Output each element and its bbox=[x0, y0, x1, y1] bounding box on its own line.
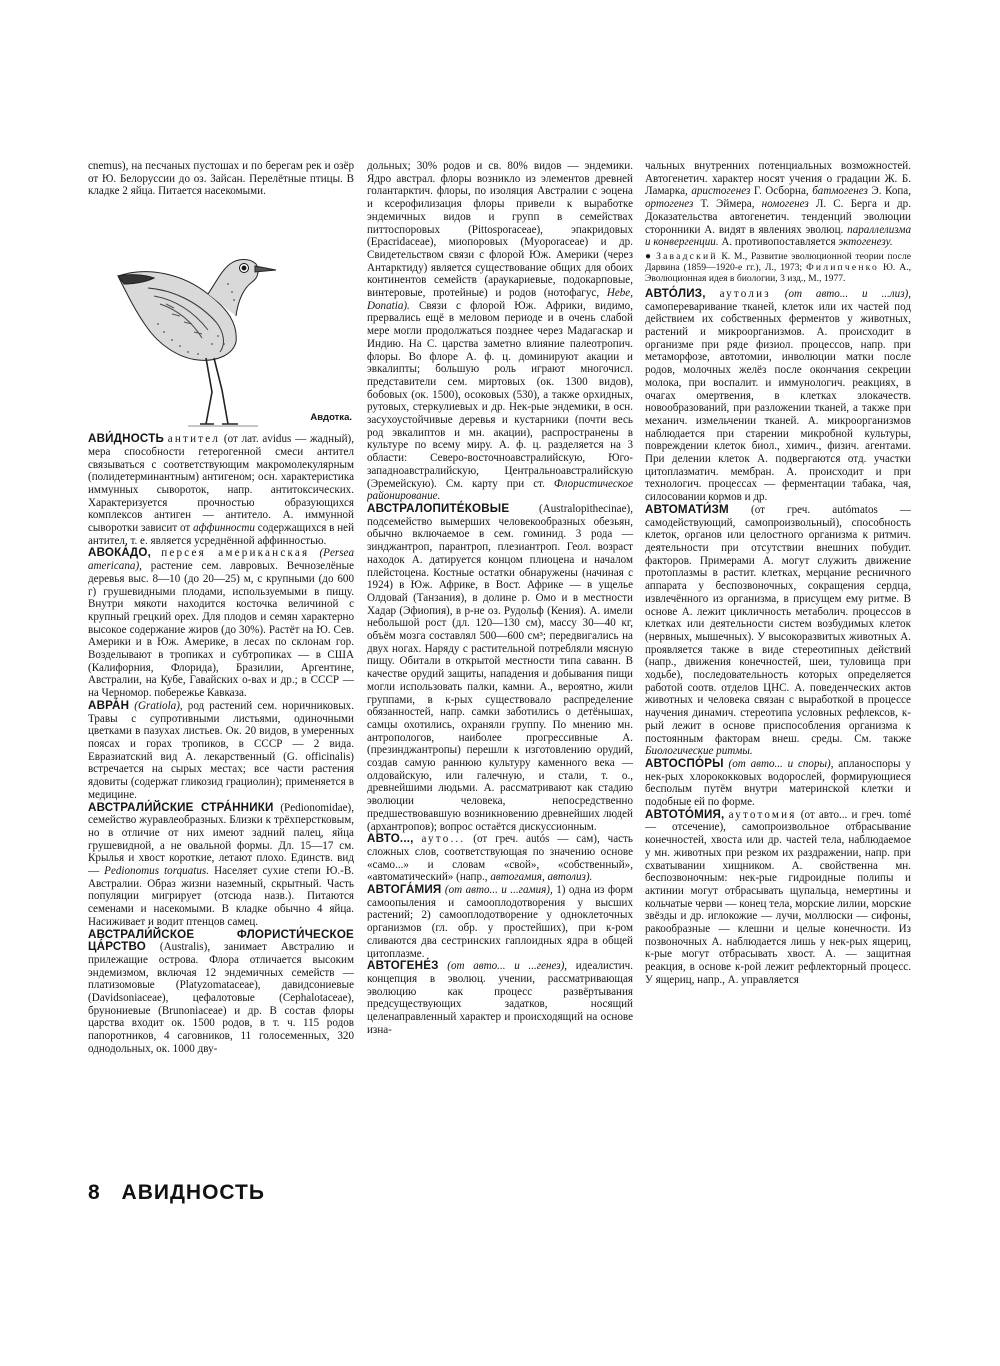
column-2 bbox=[367, 160, 633, 1265]
entry-text: 1) одна из форм самоопыления и самооплодотворения у высших растений; 2) самооплодотворение у одноклеточных организмов (гл. обр. у простейших), при к-ром сливаются два сестринских гаплоидных ядра в общей цитоплазме. bbox=[367, 884, 633, 960]
paragraph-continuation bbox=[367, 160, 633, 503]
entry-text: дольных; 30% родов и св. 80% видов — эндемики. Ядро австрал. флоры возникло из элементов древней голантарктич. флоры, по изоляция Австралии с эоцена и ксерофилизация флоры привели к выработке эндемичных видов и групп в семействах питтоспоровых (Pittosporaceae), эпакридовых (Epacridaceae), миопоровых (Myoporaceae) и др. Свидетельством связи с флорой Юж. Америки (через Антарктиду) является существование общих для обоих континентов семейств (араукариевые, подокарповые, винтеровые, протейные) и родов (нотофагус, bbox=[367, 160, 633, 300]
headword: АВИ́ДНОСТЬ bbox=[88, 432, 165, 446]
headword: АВСТРАЛИ́ЙСКИЕ СТРА́ННИКИ bbox=[88, 800, 274, 814]
cross-ref: ортогенез bbox=[645, 198, 694, 211]
latin-name: Hebe, Donatia). bbox=[367, 287, 633, 312]
entry-text: (Australopithecinae), подсемейство вымерших человекообразных обезьян, обычно включаемое в сем. гоминид. 3 рода — зинджантроп, парантроп, плезиантроп. Геол. возраст находок А. датируется концом плиоцена и началом плейстоцена. Костные остатки обнаружены (начиная с 1924) в Юж. Африке, в Вост. Африке — в ущелье Олдовай (Танзания), в долине р. Омо и в местности Хадар (Эфиопия), в р-не оз. Рудольф (Кения). А. имели небольшой рост (дл. 120—130 см), массу 30—40 кг, объём мозга составлял 500—600 см³; передвигались на двух ногах. Наряду с растительной потребляли мясную пищу. Обитали в открытой местности типа саванн. В качестве орудий защиты, нападения и добывания пищи могли использовать палки, камни. А., вероятно, жили группами, в к-рых существовало распределение обязанностей, напр. самки заботились о детёнышах, самцы охотились, охраняли группу. По мнению мн. антропологов, наиболее прогрессивные А. (презинджантропы) перешли к изготовлению орудий, создав самую раннюю культуру каменного века — олдовайскую, или галечную, и стали, т. о., древнейшими людьми. А. рассматривают как стадию эволюции человека, непосредственно предшествовавшую возникновению древнейших людей (архантропов); вопрос остаётся дискуссионным. bbox=[367, 502, 633, 833]
cross-ref: номогенез bbox=[761, 198, 809, 211]
spaced-term: ауто... bbox=[421, 833, 466, 846]
entry-text: (от авто... и греч. tomé — отсечение), самопроизвольное отбрасывание конечностей, хвоста или др. частей тела, наблюдаемое у мн. животных при резком их раздражении, напр. при схватывании хищником. А. свойственна мн. беспозвоночным: нек-рые гидроидные полипы и актинии могут отбрасывать щупальца, немертины и кольчатые черви — конец тела, морские лилии, морские звёзды и др. иглокожие — лучи, моллюски — сифоны, ракообразные — клешни и целые конечности. Из позвоночных А. наблюдается лишь у нек-рых ящериц, к-рые могут отбрасывать хвост. А. — защитная реакция, в основе к-рой лежит рефлекторный процесс. У ящериц, напр., А. управляется bbox=[645, 808, 911, 986]
headword: АВСТРАЛОПИТЕ́КОВЫЕ bbox=[367, 501, 510, 515]
figure-avdotka bbox=[88, 204, 354, 429]
entry-text: А. противопоставляется bbox=[721, 236, 836, 249]
entry-text: Связи с флорой Юж. Африки, видимо, прервались ещё в меловом периоде и в очень слабой мере могли продолжаться позднее через Мадагаскар и Индию. На С. царства заметно влияние палеотропич. флоры. Во флоре А. ф. ц. доминируют акации и эвкалипты; большую роль играют многочисл. представители сем. миртовых (ок. 1300 видов), бобовых (ок. 1500), осоковых (530), а также орхидных, рутовых, стеркулиевых и др. Нек-рые эндемики, в осн. засухоустойчивые деревья и кустарники (почти весь род эвкалиптов и мн. акации), распространены в культуре по всему миру. А. ф. ц. разделяется на 3 области: Северо-восточноавстралийскую, Юго-западноавстралийскую, Центральноавстралийскую (Эремейскую). См. карту при ст. bbox=[367, 299, 633, 490]
entry-text: (Pedionomidae), семейство журавлеобразных. Близки к трёхперстковым, но в отличие от них имеют задний палец, яйца грушевидной, а не овальной формы. Дл. 15—17 см. Крылья и хвост короткие, летают плохо. Единств. вид — bbox=[88, 801, 354, 878]
cross-ref: Флористическое районирование. bbox=[367, 477, 633, 503]
entry-text: Л. С. Берга и др. Доказательства автогенетич. тенденций эволюции сторонники А. видят в явлениях эволюц. bbox=[645, 198, 911, 236]
headword: АВТОМАТИ́ЗМ bbox=[645, 502, 729, 516]
entry-text: Г. Осборна, bbox=[753, 185, 809, 198]
reference-text: Ю. А., Эволюционная идея в биологии, 3 изд., М., 1977. bbox=[645, 261, 911, 284]
paragraph-continuation bbox=[88, 160, 354, 198]
entry-text: (от лат. avidus — жадный), мера способности гетерогенной смеси антител связываться с соответствующим макромолекулярным (полидетерминантным) антигеном; осн. характеристика иммунных сывороток, напр. антитоксических. Характеризуется прочностью образующихся комплексов антиген — антитело. А. иммунной сыворотки зависит от bbox=[88, 433, 354, 535]
headword: АВТО..., bbox=[367, 832, 414, 846]
entry-avtomatizm bbox=[645, 504, 911, 758]
etymology: (от авто... и ...гамия), bbox=[444, 884, 553, 897]
author-name: Филипченко bbox=[806, 261, 880, 273]
etymology: (от авто... и споры), bbox=[728, 757, 834, 770]
entry-text: (от греч. autós — сам), часть сложных слов, соответствующая по значению основе «само...» и словам «свой», «собственный», «автоматический» (напр., bbox=[367, 833, 633, 884]
headword: АВТО́ЛИЗ, bbox=[645, 286, 706, 300]
entry-text: (Australis), занимает Австралию и прилежащие острова. Флора отличается высоким эндемизмом, включая 12 эндемичных семейств — платизомовые (Platyzomataceae), давидсониевые (Davidsoniaceae), цефалотовые (Cephalotaceae), брунониевые (Brunoniaceae) и др. В состав флоры царства входит ок. 1500 родов, в т. ч. 115 родов папоротников, 4 саговников, 11 голосеменных, 320 однодольных, ок. 1000 дву- bbox=[88, 941, 354, 1055]
entry-avtoliz bbox=[645, 288, 911, 504]
paragraph-continuation bbox=[645, 160, 911, 249]
page-footer bbox=[88, 1181, 265, 1205]
headword: АВРА́Н bbox=[88, 698, 130, 712]
cross-ref: параллелизма и конвергенции. bbox=[645, 223, 911, 249]
entry-text: содержащихся в ней антител, т. е. является усреднённой аффинностью. bbox=[88, 522, 354, 547]
reference-text: К. М., Развитие эволюционной теории после Дарвина (1859—1920-е гг.), Л., 1973; bbox=[645, 250, 911, 273]
text: cnemus), на песчаных пустошах и по берегам рек и озёр от Ю. Белоруссии до оз. Зайсан. Перелётные птицы. В кладке 2 яйца. Питается насекомыми. bbox=[88, 160, 354, 198]
bullet-icon: ● bbox=[645, 250, 653, 262]
headword: АВТОСПО́РЫ bbox=[645, 756, 724, 770]
cross-ref: батмогенез bbox=[812, 185, 868, 198]
cross-ref: автогамия, автолиз). bbox=[490, 871, 593, 884]
entry-avokado bbox=[88, 547, 354, 699]
latin-name: Pedionomus torquatus. bbox=[104, 865, 209, 878]
entry-avtospory bbox=[645, 758, 911, 809]
spaced-term: антител bbox=[167, 433, 221, 446]
column-3 bbox=[645, 160, 911, 1265]
entry-avidnost bbox=[88, 433, 354, 547]
entry-text: Э. Копа, bbox=[871, 185, 911, 198]
cross-ref: Биологические ритмы. bbox=[645, 745, 753, 758]
entry-avto bbox=[367, 833, 633, 884]
entry-avtotomia bbox=[645, 809, 911, 987]
spaced-term: аутотомия bbox=[728, 808, 797, 821]
entry-avtogenez bbox=[367, 960, 633, 1036]
cross-ref: аффинности bbox=[193, 522, 255, 535]
entry-avstraliyskie-stranniki bbox=[88, 802, 354, 929]
entry-avstralopitekovye bbox=[367, 503, 633, 833]
entry-text: идеалистич. концепция в эволюц. учении, рассматривающая эволюцию как процесс развёртывания предсуществующих задатков, носящий целенаправленный характер и происходящий на основе изна- bbox=[367, 960, 633, 1036]
page-number: 8 bbox=[88, 1181, 101, 1204]
author-name: Завадский bbox=[656, 250, 718, 262]
entry-text: (от греч. autómatos — самодействующий, самопроизвольный), способность клеток, органов или целостного организма к ритмич. деятельности при отсутствии внешних побудит. факторов. Примерами А. могут служить движение протоплазмы в растит. клетках, мерцание ресничного аппарата у беспозвоночных, сокращения сердца, извлечённого из организма, в присущем ему ритме. В основе А. лежит цикличность метаболич. процессов в клетках или деятельности систем возбудимых клеток (нервных, мышечных). У высокоразвитых животных А. проявляется также в виде стереотипных действий (напр., движения конечностей, шеи, туловища при ходьбе), последовательность которых определяется работой соотв. отделов ЦНС. А. поведенческих актов животных и человека связан с выработкой в процессе научения динамич. стереотипа условных рефлексов, к-рый лежит в основе приспособления организма к постоянным факторам внеш. среды. См. также bbox=[645, 503, 911, 745]
bird-illustration-icon bbox=[88, 204, 354, 429]
column-1 bbox=[88, 160, 354, 1060]
latin-name: (Gratiola), bbox=[134, 699, 183, 712]
running-head: АВИДНОСТЬ bbox=[121, 1181, 265, 1204]
entry-text: самопереваривание тканей, клеток или их частей под действием их собственных ферментов у животных, растений и микроорганизмов. А. происходит в организме при ряде физиол. процессов, напр. при метаморфозе, автотомии, инволюции матки после родов, молочных желёз после окончания секреции молока, при воспалит. и иммунологич. реакциях, в очагах омертвения, в клетках злокачеств. новообразований, при разложении тканей, а также при механич. измельчении тканей. А. микроорганизмов наблюдается при старении микробной культуры, повреждении клеток биол., химич., физич. агентами. При делении клеток А. подвергаются отд. участки цитоплазматич. мембран. А. происходит и при технологич. процессах — ферментации табака, чая, силосовании кормов и др. bbox=[645, 300, 911, 504]
etymology: (от авто... и ...генез), bbox=[447, 960, 568, 973]
headword: АВОКА́ДО, bbox=[88, 546, 152, 560]
entry-floristicheskoe-tsarstvo bbox=[88, 929, 354, 1056]
entry-text: чальных внутренних потенциальных возможностей. Автогенетич. характер носят учения о градации Ж. Б. Ламарка, bbox=[645, 160, 911, 198]
entry-text: Населяет сухие степи Ю.-В. Австралии. Образ жизни наземный, скрытный. Часть популяции мигрирует (отсюда назв.). Питаются семенами и насекомыми. В кладке обычно 4 яйца. Насиживает и водит птенцов самец. bbox=[88, 865, 354, 928]
bibliography bbox=[645, 251, 911, 284]
headword: АВТОГЕНЕ́З bbox=[367, 959, 439, 973]
latin-name: (Persea americana), bbox=[88, 547, 354, 573]
headword: АВТОТО́МИЯ, bbox=[645, 807, 725, 821]
entry-text: Т. Эймера, bbox=[700, 198, 755, 211]
entry-text: апланоспоры у нек-рых хлорококковых водорослей, формирующиеся бесполым путём внутри материнской клетки и подобные ей по форме. bbox=[645, 757, 911, 809]
entry-avtogamia bbox=[367, 884, 633, 960]
cross-ref: аристогенез bbox=[691, 185, 751, 198]
entry-avran bbox=[88, 700, 354, 802]
etymology: (от авто... и ...лиз), bbox=[784, 287, 911, 300]
spaced-term: персея американская bbox=[161, 547, 310, 560]
figure-caption: Авдотка. bbox=[310, 412, 352, 424]
entry-text: растение сем. лавровых. Вечнозелёные деревья выс. 8—10 (до 20—25) м, с крупными (до 600 г) грушевидными плодами, используемыми в пищу. Внутри мякоти находится косточка величиной с крупный грецкий орех. Для плодов и семян характерно высокое содержание жиров (до 30%). Растёт на Ю. Сев. Америки и в Юж. Америке, в лесах по склонам гор. Возделывают в тропиках и субтропиках — в США (Калифорния, Флорида), Бразилии, Аргентине, Австралии, на Кубе, Гавайских о-вах и др.; в СССР — на Черномор. побережье Кавказа. bbox=[88, 560, 354, 700]
cross-ref: эктогенезу. bbox=[838, 236, 893, 249]
headword: АВСТРАЛИ́ЙСКОЕ ФЛОРИСТИ́ЧЕСКОЕ ЦА́РСТВО bbox=[88, 927, 354, 954]
entry-text: род растений сем. норичниковых. Травы с супротивными листьями, одиночными цветками в пазухах листьев. Ок. 20 видов, в умеренных поясах и горах тропиков, в СССР — 2 вида. Евразиатский вид А. лекарственный (G. officinalis) встречается на сырых местах; все части растения ядовиты (содержат гликозид грациолин); применяется в медицине. bbox=[88, 699, 354, 801]
headword: АВТОГА́МИЯ bbox=[367, 883, 442, 897]
spaced-term: аутолиз bbox=[719, 287, 771, 300]
